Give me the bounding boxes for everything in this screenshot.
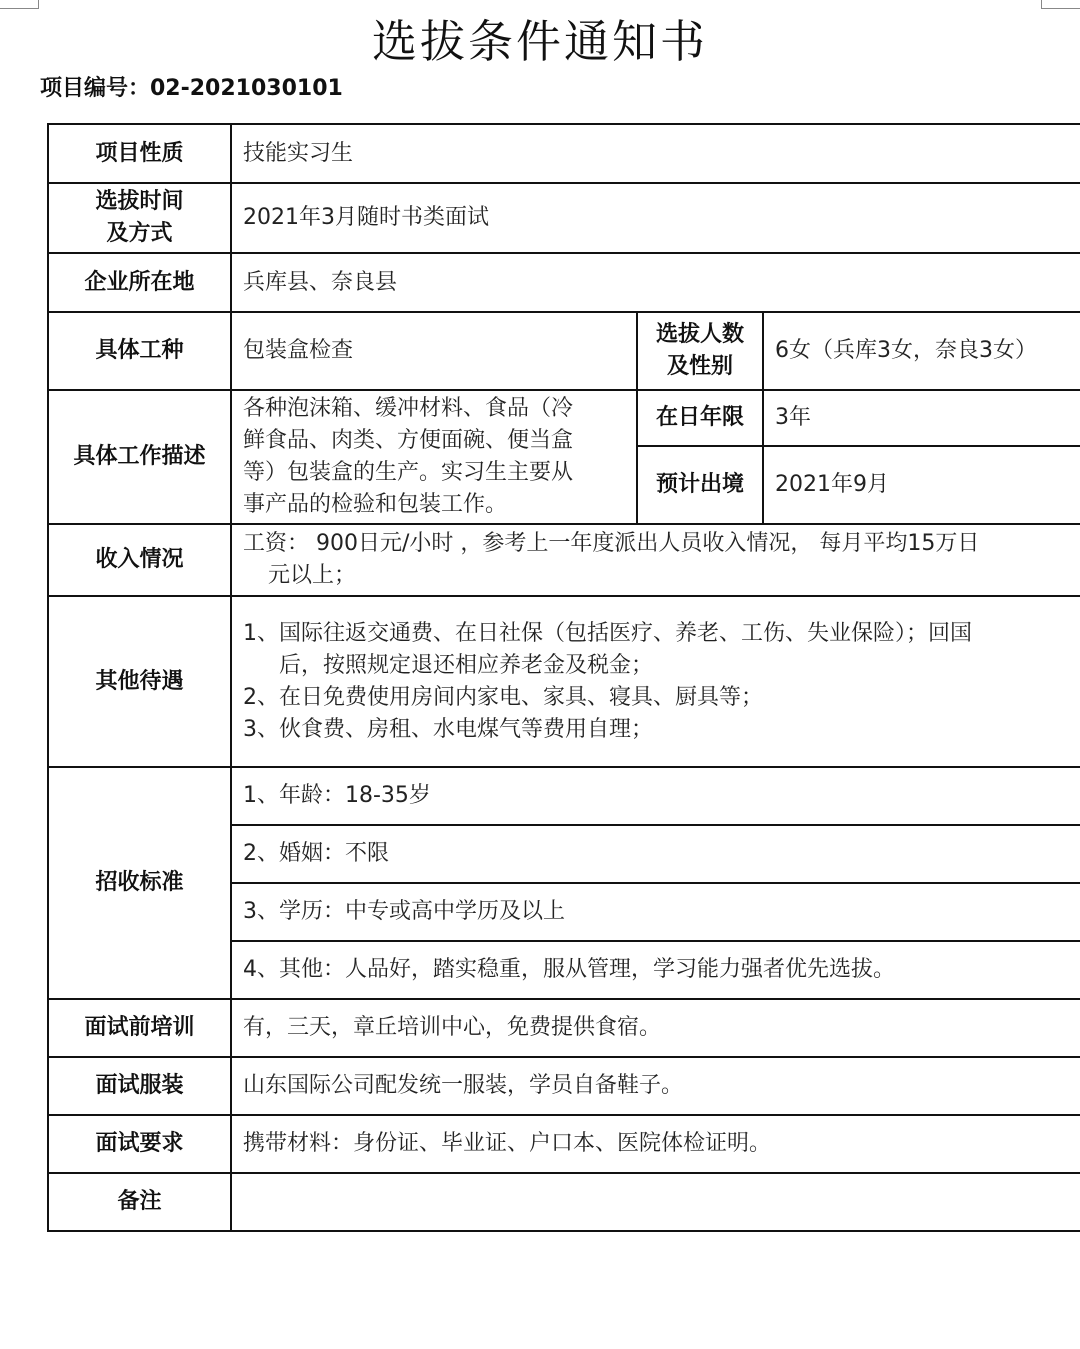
attire-label: 面试服装	[48, 1057, 231, 1115]
nature-value: 技能实习生	[231, 124, 1080, 183]
time-label	[48, 183, 231, 253]
nature-label: 项目性质	[48, 124, 231, 183]
table-row	[48, 596, 1080, 767]
depart-label: 预计出境	[637, 446, 763, 524]
job-value: 包装盒检查	[231, 312, 637, 390]
remarks-value	[231, 1173, 1080, 1231]
table-row	[48, 999, 1080, 1057]
requirements-value: 携带材料：身份证、毕业证、户口本、医院体检证明。	[231, 1115, 1080, 1173]
table-row	[48, 767, 1080, 825]
desc-line: 事产品的检验和包装工作。	[243, 492, 508, 517]
criteria-item: 2、婚姻：不限	[231, 825, 1080, 883]
term-label: 在日年限	[637, 390, 763, 446]
criteria-item: 1、年龄：18-35岁	[231, 767, 1080, 825]
table-row	[48, 183, 1080, 253]
desc-line: 鲜食品、肉类、方便面碗、便当盒	[243, 428, 574, 453]
criteria-item: 4、其他：人品好，踏实稳重，服从管理，学习能力强者优先选拔。	[231, 941, 1080, 999]
depart-value: 2021年9月	[763, 446, 1080, 524]
desc-line: 各种泡沫箱、缓冲材料、食品（冷	[243, 396, 574, 421]
desc-label: 具体工作描述	[48, 390, 231, 524]
benefit-item-1: 1、国际往返交通费、在日社保（包括医疗、养老、工伤、失业保险）；回国	[243, 620, 972, 646]
table-row	[48, 253, 1080, 312]
benefits-value	[231, 596, 1080, 767]
requirements-label: 面试要求	[48, 1115, 231, 1173]
income-line1: 工资： 900日元/小时 ，参考上一年度派出人员收入情况， 每月平均15万日	[243, 531, 980, 556]
table-row	[48, 390, 1080, 446]
training-value: 有，三天，章丘培训中心，免费提供食宿。	[231, 999, 1080, 1057]
desc-line: 等）包装盒的生产。实习生主要从	[243, 460, 574, 485]
location-value: 兵库县、奈良县	[231, 253, 1080, 312]
criteria-item: 3、学历：中专或高中学历及以上	[231, 883, 1080, 941]
benefits-label: 其他待遇	[48, 596, 231, 767]
income-line2: 元以上；	[268, 563, 357, 588]
selection-conditions-table	[47, 123, 1080, 1232]
page-corner-mark-right	[1041, 0, 1080, 9]
training-label: 面试前培训	[48, 999, 231, 1057]
headcount-label-line1: 选拔人数	[655, 322, 744, 347]
page-corner-mark-left	[0, 0, 39, 9]
term-value: 3年	[763, 390, 1080, 446]
time-value: 2021年3月随时书类面试	[231, 183, 1080, 253]
table-row	[48, 1173, 1080, 1231]
table-row	[48, 124, 1080, 183]
income-label: 收入情况	[48, 524, 231, 596]
job-label: 具体工种	[48, 312, 231, 390]
headcount-label	[637, 312, 763, 390]
income-value	[231, 524, 1080, 596]
table-row	[48, 312, 1080, 390]
headcount-value: 6女（兵库3女，奈良3女）	[763, 312, 1080, 390]
table-row	[48, 1057, 1080, 1115]
table-row	[48, 524, 1080, 596]
time-label-line2: 及方式	[106, 221, 173, 246]
time-label-line1: 选拔时间	[95, 189, 184, 214]
benefit-item-3: 3、伙食费、房租、水电煤气等费用自理；	[243, 716, 653, 742]
document-title: 选拔条件通知书	[371, 15, 708, 68]
benefit-item-2: 2、在日免费使用房间内家电、家具、寝具、厨具等；	[243, 684, 763, 710]
location-label: 企业所在地	[48, 253, 231, 312]
headcount-label-line2: 及性别	[666, 354, 733, 379]
table-row	[48, 1115, 1080, 1173]
criteria-label: 招收标准	[48, 767, 231, 999]
remarks-label: 备注	[48, 1173, 231, 1231]
benefit-item-1-cont: 后，按照规定退还相应养老金及税金；	[279, 652, 654, 678]
attire-value: 山东国际公司配发统一服装，学员自备鞋子。	[231, 1057, 1080, 1115]
desc-value	[231, 390, 637, 524]
project-number: 项目编号：02-2021030101	[40, 76, 343, 101]
